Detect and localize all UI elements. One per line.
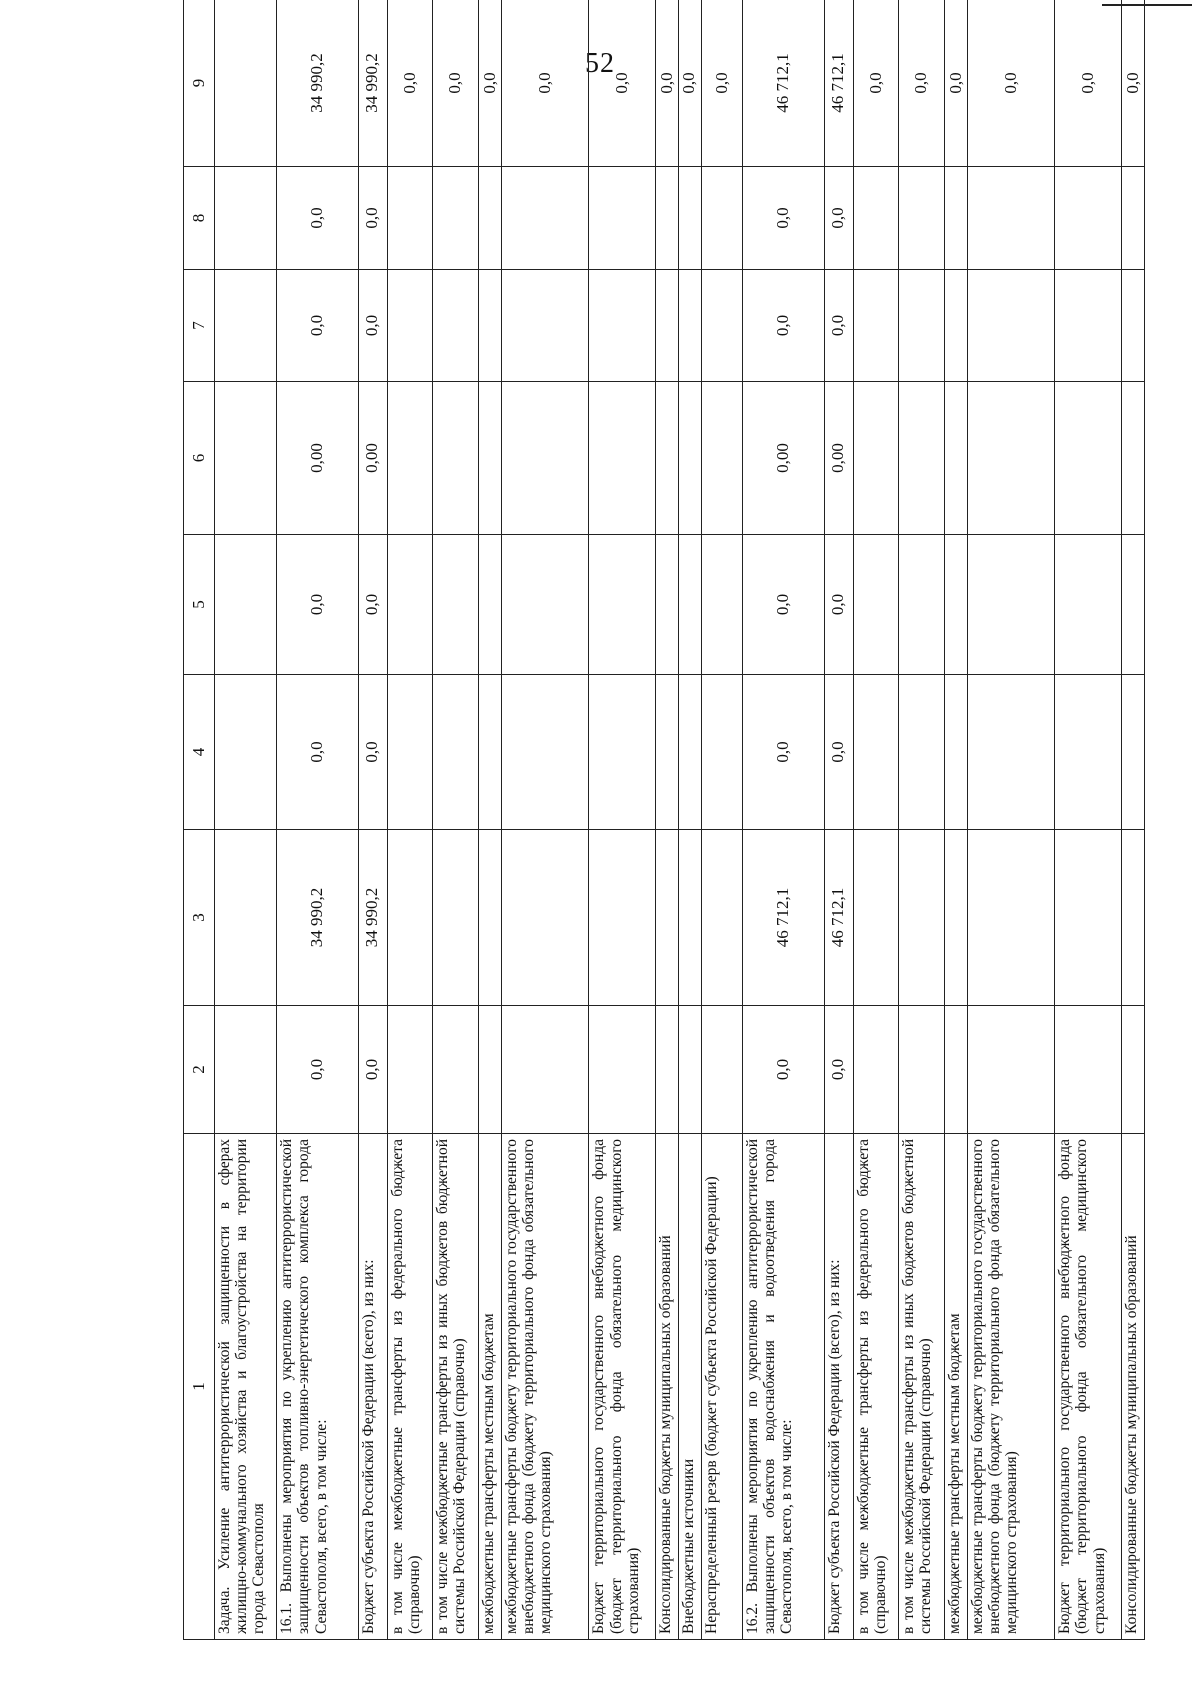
table-row	[215, 0, 277, 1640]
value-cell-col-4	[1121, 675, 1144, 830]
table-row	[1121, 0, 1144, 1640]
value-cell-col-8: 0,0	[743, 167, 824, 270]
value-cell-col-2	[1121, 1006, 1144, 1134]
value-cell-col-3	[589, 830, 656, 1006]
value-cell-col-7	[479, 270, 502, 382]
value-cell-col-3	[899, 830, 945, 1006]
value-cell-col-5	[387, 535, 433, 675]
value-cell-col-7	[656, 270, 679, 382]
value-cell-col-8	[433, 167, 479, 270]
value-cell-col-4: 0,0	[824, 675, 853, 830]
value-cell-col-4	[899, 675, 945, 830]
value-cell-col-3	[945, 830, 968, 1006]
value-cell-col-3	[853, 830, 899, 1006]
value-cell-col-4	[215, 675, 277, 830]
header-col-5: 5	[184, 535, 215, 675]
value-cell-col-2	[387, 1006, 433, 1134]
row-description-cell: Задача. Усиление антитеррористической защищенности в сферах жилищно-коммунального хозяйства и благоустройства на территории города Севастополя	[215, 1134, 277, 1640]
header-col-7: 7	[184, 270, 215, 382]
row-description-cell: межбюджетные трансферты местным бюджетам	[479, 1134, 502, 1640]
table-row	[358, 0, 387, 1640]
value-cell-col-6	[968, 382, 1055, 535]
value-cell-col-5	[656, 535, 679, 675]
value-cell-col-8	[502, 167, 589, 270]
value-cell-col-5: 0,0	[277, 535, 358, 675]
value-cell-col-3	[678, 830, 701, 1006]
value-cell-col-4	[701, 675, 743, 830]
value-cell-col-5	[479, 535, 502, 675]
header-col-3: 3	[184, 830, 215, 1006]
value-cell-col-6: 0,00	[824, 382, 853, 535]
value-cell-col-8	[656, 167, 679, 270]
value-cell-col-9: 46 712,1	[824, 0, 853, 167]
value-cell-col-5	[502, 535, 589, 675]
value-cell-col-9: 0,0	[433, 0, 479, 167]
value-cell-col-9: 0,0	[589, 0, 656, 167]
value-cell-col-8	[1121, 167, 1144, 270]
value-cell-col-8	[479, 167, 502, 270]
table-row	[502, 0, 589, 1640]
value-cell-col-2	[899, 1006, 945, 1134]
value-cell-col-8	[945, 167, 968, 270]
value-cell-col-8	[215, 167, 277, 270]
value-cell-col-9: 0,0	[701, 0, 743, 167]
value-cell-col-7	[433, 270, 479, 382]
value-cell-col-8	[387, 167, 433, 270]
value-cell-col-8: 0,0	[358, 167, 387, 270]
value-cell-col-5	[215, 535, 277, 675]
value-cell-col-6	[899, 382, 945, 535]
row-description-cell: 16.2. Выполнены мероприятия по укреплению антитеррористической защищенности объектов водоснабжения и водоотведения города Севастополя, всего, в том числе:	[743, 1134, 824, 1640]
header-col-9: 9	[184, 0, 215, 167]
value-cell-col-6	[502, 382, 589, 535]
value-cell-col-3	[656, 830, 679, 1006]
header-col-2: 2	[184, 1006, 215, 1134]
value-cell-col-9: 0,0	[1121, 0, 1144, 167]
value-cell-col-9: 0,0	[678, 0, 701, 167]
value-cell-col-6	[678, 382, 701, 535]
table-row	[479, 0, 502, 1640]
value-cell-col-7: 0,0	[358, 270, 387, 382]
value-cell-col-8	[968, 167, 1055, 270]
value-cell-col-2	[589, 1006, 656, 1134]
value-cell-col-9: 0,0	[502, 0, 589, 167]
value-cell-col-2	[701, 1006, 743, 1134]
value-cell-col-5	[1055, 535, 1122, 675]
value-cell-col-6	[701, 382, 743, 535]
value-cell-col-3	[968, 830, 1055, 1006]
value-cell-col-3: 46 712,1	[743, 830, 824, 1006]
value-cell-col-2	[502, 1006, 589, 1134]
value-cell-col-9: 0,0	[853, 0, 899, 167]
value-cell-col-2	[1055, 1006, 1122, 1134]
value-cell-col-6	[853, 382, 899, 535]
value-cell-col-3: 34 990,2	[358, 830, 387, 1006]
table-row	[701, 0, 743, 1640]
value-cell-col-5: 0,0	[358, 535, 387, 675]
value-cell-col-2	[433, 1006, 479, 1134]
table-row	[824, 0, 853, 1640]
row-description-cell: в том числе межбюджетные трансферты из федерального бюджета (справочно)	[853, 1134, 899, 1640]
value-cell-col-9: 0,0	[899, 0, 945, 167]
value-cell-col-2: 0,0	[358, 1006, 387, 1134]
value-cell-col-4	[387, 675, 433, 830]
row-description-cell: Бюджет субъекта Российской Федерации (всего), из них:	[824, 1134, 853, 1640]
table-row	[656, 0, 679, 1640]
value-cell-col-6	[433, 382, 479, 535]
value-cell-col-6	[479, 382, 502, 535]
value-cell-col-9: 0,0	[656, 0, 679, 167]
value-cell-col-8	[1055, 167, 1122, 270]
row-description-cell: межбюджетные трансферты бюджету территориального государственного внебюджетного фонда (бюджету территориального фонда обязательного медицинского страхования)	[502, 1134, 589, 1640]
row-description-cell: Бюджет субъекта Российской Федерации (всего), из них:	[358, 1134, 387, 1640]
value-cell-col-9: 0,0	[1055, 0, 1122, 167]
value-cell-col-5	[589, 535, 656, 675]
value-cell-col-4	[656, 675, 679, 830]
value-cell-col-2: 0,0	[743, 1006, 824, 1134]
value-cell-col-6	[1055, 382, 1122, 535]
value-cell-col-4	[678, 675, 701, 830]
value-cell-col-8	[853, 167, 899, 270]
value-cell-col-6	[589, 382, 656, 535]
value-cell-col-9: 34 990,2	[358, 0, 387, 167]
value-cell-col-3	[215, 830, 277, 1006]
value-cell-col-5: 0,0	[743, 535, 824, 675]
value-cell-col-2	[479, 1006, 502, 1134]
value-cell-col-5	[853, 535, 899, 675]
value-cell-col-7	[678, 270, 701, 382]
value-cell-col-8	[589, 167, 656, 270]
value-cell-col-5	[899, 535, 945, 675]
row-description-cell: межбюджетные трансферты местным бюджетам	[945, 1134, 968, 1640]
table-row	[678, 0, 701, 1640]
value-cell-col-7: 0,0	[743, 270, 824, 382]
row-description-cell: в том числе межбюджетные трансферты из иных бюджетов бюджетной системы Российской Федерации (справочно)	[433, 1134, 479, 1640]
value-cell-col-2	[215, 1006, 277, 1134]
value-cell-col-3	[1121, 830, 1144, 1006]
value-cell-col-3: 46 712,1	[824, 830, 853, 1006]
value-cell-col-9: 0,0	[387, 0, 433, 167]
value-cell-col-4	[968, 675, 1055, 830]
value-cell-col-2	[656, 1006, 679, 1134]
table-row	[945, 0, 968, 1640]
row-description-cell: Нераспределенный резерв (бюджет субъекта Российской Федерации)	[701, 1134, 743, 1640]
table-row	[433, 0, 479, 1640]
value-cell-col-3	[1055, 830, 1122, 1006]
value-cell-col-9	[215, 0, 277, 167]
page-number: 52	[585, 48, 615, 79]
value-cell-col-5	[678, 535, 701, 675]
value-cell-col-2: 0,0	[277, 1006, 358, 1134]
value-cell-col-2	[968, 1006, 1055, 1134]
value-cell-col-4	[1055, 675, 1122, 830]
table-row	[853, 0, 899, 1640]
value-cell-col-7: 0,0	[277, 270, 358, 382]
value-cell-col-8	[899, 167, 945, 270]
value-cell-col-2: 0,0	[824, 1006, 853, 1134]
value-cell-col-4	[433, 675, 479, 830]
value-cell-col-8: 0,0	[277, 167, 358, 270]
value-cell-col-6: 0,00	[743, 382, 824, 535]
value-cell-col-5	[968, 535, 1055, 675]
header-col-4: 4	[184, 675, 215, 830]
row-description-cell: Консолидированные бюджеты муниципальных образований	[656, 1134, 679, 1640]
table-row	[387, 0, 433, 1640]
value-cell-col-4	[853, 675, 899, 830]
value-cell-col-5	[701, 535, 743, 675]
value-cell-col-8	[701, 167, 743, 270]
value-cell-col-6	[945, 382, 968, 535]
value-cell-col-9: 46 712,1	[743, 0, 824, 167]
value-cell-col-7	[502, 270, 589, 382]
table-row	[589, 0, 656, 1640]
table-row	[1055, 0, 1122, 1640]
value-cell-col-9: 0,0	[968, 0, 1055, 167]
budget-table	[183, 0, 1145, 1640]
value-cell-col-7	[387, 270, 433, 382]
value-cell-col-7	[701, 270, 743, 382]
value-cell-col-6	[215, 382, 277, 535]
value-cell-col-6	[656, 382, 679, 535]
header-col-1: 1	[184, 1134, 215, 1640]
row-description-cell: Консолидированные бюджеты муниципальных образований	[1121, 1134, 1144, 1640]
value-cell-col-6: 0,00	[358, 382, 387, 535]
value-cell-col-7	[1121, 270, 1144, 382]
table-row	[743, 0, 824, 1640]
value-cell-col-4	[589, 675, 656, 830]
header-col-8: 8	[184, 167, 215, 270]
value-cell-col-6	[1121, 382, 1144, 535]
value-cell-col-8: 0,0	[824, 167, 853, 270]
row-description-cell: Бюджет территориального государственного внебюджетного фонда (бюджет территориального фонда обязательного медицинского страхования)	[1055, 1134, 1122, 1640]
value-cell-col-3	[433, 830, 479, 1006]
value-cell-col-7	[945, 270, 968, 382]
table-row	[968, 0, 1055, 1640]
table-body	[215, 0, 1145, 1640]
value-cell-col-9: 0,0	[945, 0, 968, 167]
table-header-row	[184, 0, 215, 1640]
value-cell-col-5: 0,0	[824, 535, 853, 675]
value-cell-col-4: 0,0	[743, 675, 824, 830]
value-cell-col-4	[502, 675, 589, 830]
value-cell-col-5	[433, 535, 479, 675]
value-cell-col-3	[502, 830, 589, 1006]
row-description-cell: в том числе межбюджетные трансферты из федерального бюджета (справочно)	[387, 1134, 433, 1640]
value-cell-col-7	[1055, 270, 1122, 382]
value-cell-col-9: 34 990,2	[277, 0, 358, 167]
value-cell-col-7	[899, 270, 945, 382]
value-cell-col-6: 0,00	[277, 382, 358, 535]
table-row	[277, 0, 358, 1640]
row-description-cell: Бюджет территориального государственного внебюджетного фонда (бюджет территориального фонда обязательного медицинского страхования)	[589, 1134, 656, 1640]
value-cell-col-7	[589, 270, 656, 382]
row-description-cell: межбюджетные трансферты бюджету территориального государственного внебюджетного фонда (бюджету территориального фонда обязательного медицинского страхования)	[968, 1134, 1055, 1640]
value-cell-col-4	[945, 675, 968, 830]
value-cell-col-7	[215, 270, 277, 382]
value-cell-col-7	[968, 270, 1055, 382]
value-cell-col-2	[853, 1006, 899, 1134]
row-description-cell: 16.1. Выполнены мероприятия по укреплению антитеррористической защищенности объектов топливно-энергетического комплекса города Севастополя, всего, в том числе:	[277, 1134, 358, 1640]
value-cell-col-2	[678, 1006, 701, 1134]
value-cell-col-7	[853, 270, 899, 382]
row-description-cell: Внебюджетные источники	[678, 1134, 701, 1640]
value-cell-col-4	[479, 675, 502, 830]
value-cell-col-3	[387, 830, 433, 1006]
value-cell-col-3: 34 990,2	[277, 830, 358, 1006]
value-cell-col-3	[701, 830, 743, 1006]
header-col-6: 6	[184, 382, 215, 535]
value-cell-col-7: 0,0	[824, 270, 853, 382]
value-cell-col-5	[945, 535, 968, 675]
value-cell-col-3	[479, 830, 502, 1006]
value-cell-col-8	[678, 167, 701, 270]
row-description-cell: в том числе межбюджетные трансферты из иных бюджетов бюджетной системы Российской Федерации (справочно)	[899, 1134, 945, 1640]
value-cell-col-4: 0,0	[358, 675, 387, 830]
value-cell-col-4: 0,0	[277, 675, 358, 830]
table-row	[899, 0, 945, 1640]
value-cell-col-2	[945, 1006, 968, 1134]
value-cell-col-6	[387, 382, 433, 535]
value-cell-col-5	[1121, 535, 1144, 675]
value-cell-col-9: 0,0	[479, 0, 502, 167]
